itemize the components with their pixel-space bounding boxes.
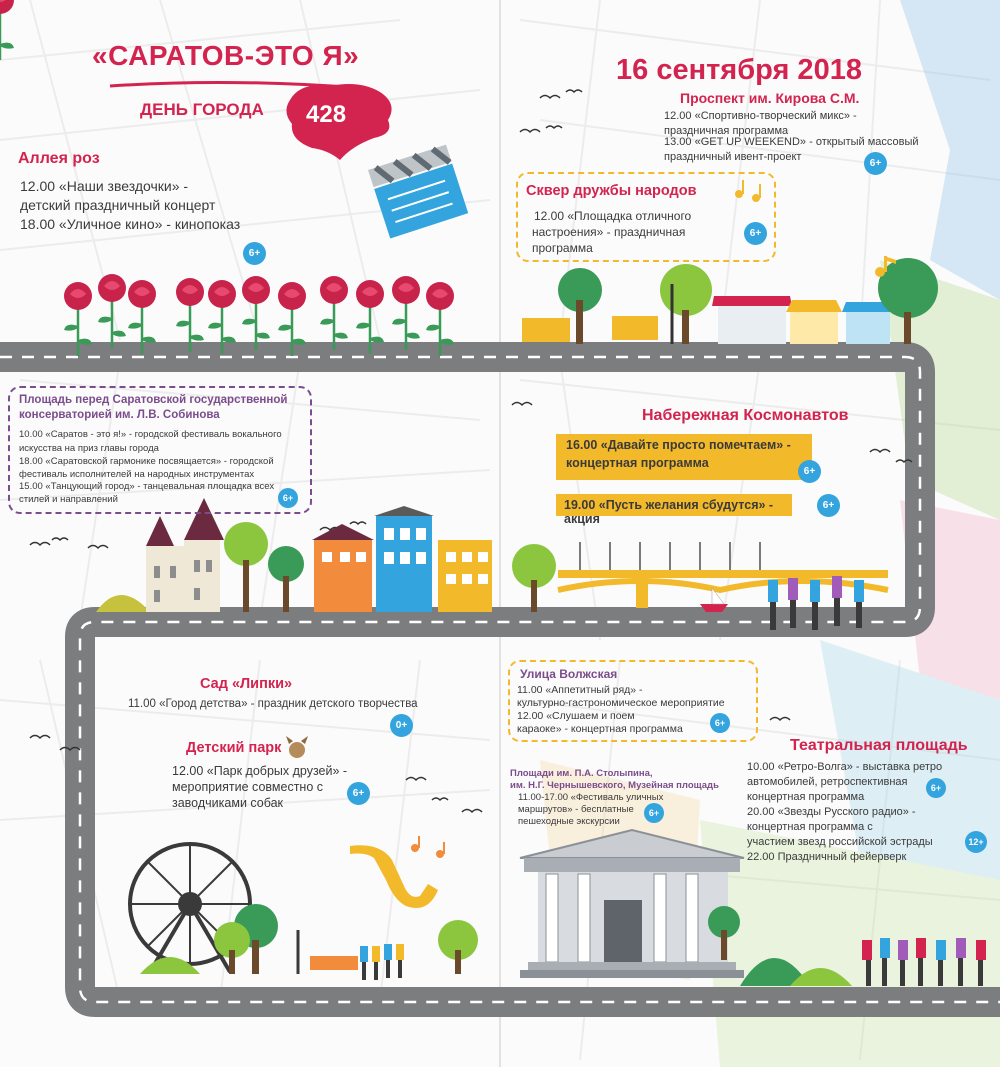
event-line: 15.00 «Танцующий город» - танцевальная площадка всех bbox=[19, 481, 275, 492]
event-line: 10.00 «Ретро-Волга» - выставка ретро bbox=[747, 761, 943, 773]
event-line: пешеходные экскурсии bbox=[518, 816, 620, 827]
museum-building bbox=[520, 830, 744, 978]
venue-title-naberezhnaya: Набережная Космонавтов bbox=[642, 407, 849, 424]
event-line: 20.00 «Звезды Русского радио» - bbox=[747, 806, 916, 818]
age-badge: 0+ bbox=[390, 714, 413, 737]
age-badge: 6+ bbox=[817, 494, 840, 517]
event-line: настроения» - праздничная bbox=[532, 225, 686, 239]
event-line: детский праздничный концерт bbox=[20, 197, 216, 213]
page-subtitle: ДЕНЬ ГОРОДА bbox=[140, 100, 264, 119]
event-line: 16.00 «Давайте просто помечтаем» - bbox=[566, 438, 791, 452]
venue-title-skver: Сквер дружбы народов bbox=[526, 183, 697, 199]
event-line: праздничная программа bbox=[664, 125, 789, 137]
event-line: 12.00 «Парк добрых друзей» - bbox=[172, 764, 348, 778]
event-line: 12.00 «Площадка отличного bbox=[534, 209, 692, 223]
age-badge: 12+ bbox=[965, 831, 987, 853]
venue-title-detsky-park: Детский парк bbox=[186, 740, 282, 756]
ferris-wheel bbox=[130, 844, 478, 974]
event-line: 18.00 «Саратовской гармонике посвящается» - городской bbox=[19, 456, 274, 467]
event-line: 13.00 «GET UP WEEKEND» - открытый массовый bbox=[664, 136, 919, 148]
event-line: караоке» - концертная программа bbox=[517, 723, 683, 735]
page-title: «САРАТОВ-ЭТО Я» bbox=[92, 40, 360, 71]
venue-title-konservatoriya-line1: Площадь перед Саратовской государственной bbox=[19, 394, 288, 406]
event-line: заводчиками собак bbox=[172, 796, 284, 810]
venue-title-konservatoriya-line2: консерваторией им. Л.В. Собинова bbox=[19, 409, 220, 421]
event-line: 10.00 «Саратов - это я!» - городской фестиваль вокального bbox=[19, 429, 282, 440]
event-line: 22.00 Праздничный фейерверк bbox=[747, 851, 907, 863]
venue-title-lipki: Сад «Липки» bbox=[200, 676, 293, 692]
venue-title-alleya-roz: Аллея роз bbox=[18, 150, 100, 167]
age-badge: 6+ bbox=[744, 222, 767, 245]
event-line: 11.00 «Город детства» - праздник детского творчества bbox=[128, 698, 418, 710]
venue-title-teatralnaya: Театральная площадь bbox=[790, 737, 968, 754]
age-badge: 6+ bbox=[926, 778, 946, 798]
event-line: 19.00 «Пусть желания сбудутся» - акция bbox=[564, 498, 774, 526]
event-line: 11.00-17.00 «Фестиваль уличных bbox=[518, 792, 664, 803]
age-badge: 6+ bbox=[243, 242, 266, 265]
venue-title-stolypin-line2: им. Н.Г. Чернышевского, Музейная площадь bbox=[510, 780, 719, 791]
event-line: концертная программа с bbox=[747, 821, 873, 833]
event-line: искусства на приз главы города bbox=[19, 443, 159, 454]
age-badge: 6+ bbox=[644, 803, 664, 823]
age-badge: 6+ bbox=[278, 488, 298, 508]
age-badge: 6+ bbox=[710, 713, 730, 733]
event-line: 11.00 «Аппетитный ряд» - bbox=[517, 684, 643, 696]
clapperboard-icon bbox=[368, 145, 468, 239]
age-badge: 6+ bbox=[864, 152, 887, 175]
age-badge: 6+ bbox=[347, 782, 370, 805]
event-line: концертная программа bbox=[566, 456, 709, 470]
event-banner-2 bbox=[556, 494, 792, 526]
event-line: стилей и направлений bbox=[19, 494, 118, 505]
venue-title-prospekt-kirova: Проспект им. Кирова С.М. bbox=[680, 90, 860, 106]
event-line: 12.00 «Спортивно-творческий микс» - bbox=[664, 110, 857, 122]
event-line: мероприятие совместно с bbox=[172, 780, 323, 794]
event-line: участием звезд российской эстрады bbox=[747, 836, 933, 848]
venue-title-volzhskaya: Улица Волжская bbox=[520, 667, 618, 681]
event-line: маршрутов» - бесплатные bbox=[518, 804, 634, 815]
event-line: 12.00 «Слушаем и поем bbox=[517, 710, 635, 722]
event-date: 16 сентября 2018 bbox=[616, 54, 862, 86]
conservatory-buildings bbox=[96, 498, 492, 612]
event-line: 12.00 «Наши звездочки» - bbox=[20, 178, 189, 194]
city-age-number: 428 bbox=[306, 101, 347, 128]
event-line: культурно-гастрономическое мероприятие bbox=[517, 697, 725, 709]
roses bbox=[0, 0, 14, 60]
dog-icon bbox=[286, 736, 308, 758]
age-badge: 6+ bbox=[798, 460, 821, 483]
venue-title-stolypin-line1: Площади им. П.А. Столыпина, bbox=[510, 768, 653, 779]
event-line: программа bbox=[532, 241, 593, 255]
event-line: концертная программа bbox=[747, 791, 865, 803]
event-line: 18.00 «Уличное кино» - кинопоказ bbox=[20, 216, 241, 232]
event-line: фестиваль исполнителей на народных инструментах bbox=[19, 469, 255, 480]
event-line: праздничный ивент-проект bbox=[664, 151, 802, 163]
event-banner-1 bbox=[556, 434, 812, 480]
event-line: автомобилей, ретроспективная bbox=[747, 776, 908, 788]
